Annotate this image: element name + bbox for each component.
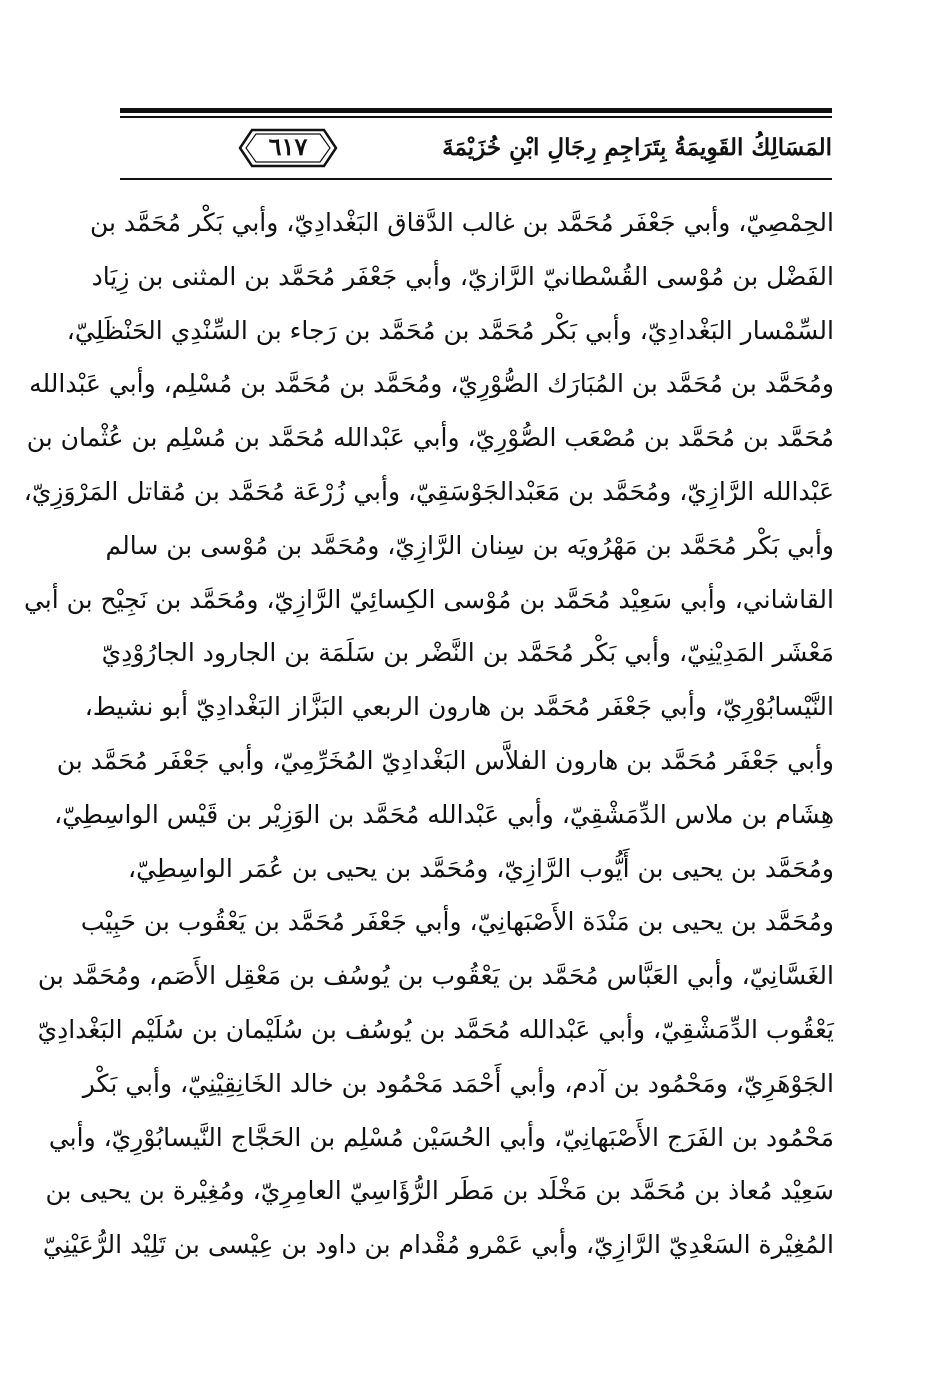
text-line: النَّيْسابُوْرِيّ، وأبي جَعْفَر مُحَمَّد بن هارون الربعي البَزَّاز البَغْدادِيّ أبو نشيط، (84, 692, 834, 722)
page-header (120, 104, 832, 184)
text-line: عَبْدالله الرَّازِيّ، ومُحَمَّد بن مَعَبْدالجَوْسَقِيّ، وأبي زُرْعَة مُحَمَّد بن مُقاتل المَرْوَزِيّ، (23, 476, 834, 506)
text-line: هِشَام بن ملاس الدِّمَشْقِيّ، وأبي عَبْدالله مُحَمَّد بن الوَزِيْر بن قَيْس الواسِطِيّ، (54, 799, 834, 829)
page-number-badge (238, 126, 338, 170)
page-number: ٦١٧ (268, 132, 308, 161)
text-line: مَعْشَر المَدِيْنِيّ، وأبي بَكْر مُحَمَّد بن النَّضْر بن سَلَمَة بن الجارود الجارُوْدِيّ (101, 638, 834, 668)
header-rule-thin (120, 116, 832, 118)
text-line: يَعْقُوب الدِّمَشْقِيّ، وأبي عَبْدالله مُحَمَّد بن يُوسُف بن سُلَيْمان بن سُلَيْم البَغْدادِيّ (37, 1014, 834, 1044)
body-text (23, 196, 834, 1272)
text-line: ومُحَمَّد بن مُحَمَّد بن المُبَارَك الصُّوْرِيّ، ومُحَمَّد بن مُحَمَّد بن مُسْلِم، وأبي عَبْدالله (29, 369, 834, 399)
text-line: مَحْمُود بن الفَرَج الأَصْبَهانِيّ، وأبي الحُسَيْن مُسْلِم بن الحَجَّاج النَّيسابُوْرِيّ، وأبي (48, 1122, 834, 1152)
text-line: سَعِيْد مُعاذ بن مُحَمَّد بن مَخْلَد بن مَطَر الرُّؤَاسِيّ العامِرِيّ، ومُغِيْرة بن يحيى بن (45, 1176, 834, 1206)
text-line: المُغِيْرة السَعْدِيّ الرَّازِيّ، وأبي عَمْرو مُقْدام بن داود بن عِيْسى بن تَلِيْد الرُّعَيْنِيّ (42, 1230, 834, 1260)
text-line: السِّمْسار البَغْدادِيّ، وأبي بَكْر مُحَمَّد بن مُحَمَّد بن رَجاء بن السِّنْدِي الحَنْظَلِيّ، (66, 315, 834, 345)
header-rule-bottom (120, 178, 832, 180)
text-line: الغَسَّانِيّ، وأبي العَبَّاس مُحَمَّد بن يَعْقُوب بن يُوسُف بن مَعْقِل الأَصَم، ومُحَمَّد بن (37, 961, 834, 991)
text-line: الحِمْصِيّ، وأبي جَعْفَر مُحَمَّد بن غالب الدَّقاق البَغْدادِيّ، وأبي بَكْر مُحَمَّد بن (90, 208, 834, 237)
text-line: الفَضْل بن مُوْسى القُسْطانيّ الرَّازيّ، وأبي جَعْفَر مُحَمَّد بن المثنى بن زِيَاد (91, 261, 834, 291)
text-line: مُحَمَّد بن مُحَمَّد بن مُصْعَب الصُّوْرِيّ، وأبي عَبْدالله مُحَمَّد بن مُسْلِم بن عُثْمان بن (26, 423, 834, 453)
text-line: وأبي جَعْفَر مُحَمَّد بن هارون الفلاَّس البَغْدادِيّ المُخَرِّمِيّ، وأبي جَعْفَر مُحَمَّد بن (56, 745, 834, 775)
text-line: ومُحَمَّد بن يحيى بن مَنْدَة الأَصْبَهانِيّ، وأبي جَعْفَر مُحَمَّد بن يَعْقُوب بن حَبِيْب (80, 907, 834, 937)
header-rule-thick (120, 108, 832, 113)
running-title: المَسَالِكُ القَوِيمَةُ بِتَرَاجِمِ رِجَالِ ابْنِ خُزَيْمَةَ (442, 134, 832, 161)
text-line: ومُحَمَّد بن يحيى بن أَيُّوب الرَّازِيّ، ومُحَمَّد بن يحيى بن عُمَر الواسِطِيّ، (128, 853, 834, 883)
text-line: وأبي بَكْر مُحَمَّد بن مَهْرُويَه بن سِنان الرَّازِيّ، ومُحَمَّد بن مُوْسى بن سالم (105, 530, 834, 560)
text-line: الجَوْهَرِيّ، ومَحْمُود بن آدم، وأبي أَحْمَد مَحْمُود بن خالد الخَانِقِيْنِيّ، وأبي بَكْر (82, 1068, 834, 1098)
text-line: القاشاني، وأبي سَعِيْد مُحَمَّد بن مُوْسى الكِسائِيّ الرَّازِيّ، ومُحَمَّد بن نَجِيْح بن أبي (23, 584, 834, 614)
